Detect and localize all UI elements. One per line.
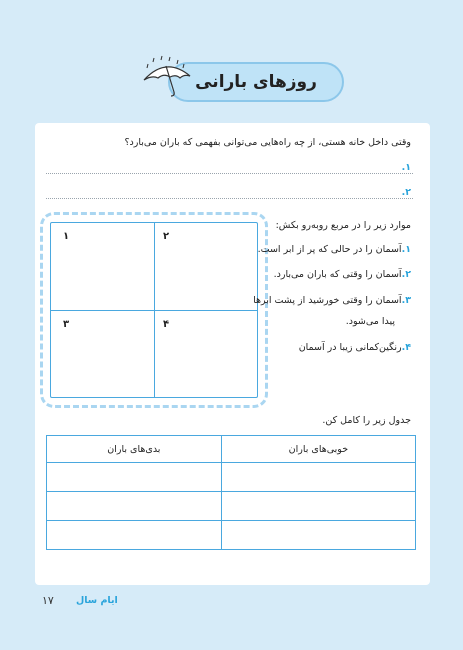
table-row — [47, 521, 416, 550]
footer-label: ایام سال — [76, 595, 118, 606]
page-number: ۱۷ — [42, 594, 54, 607]
grid-divider-horizontal — [51, 310, 257, 311]
answer-line-1[interactable] — [46, 173, 413, 174]
answer-number-1: ۱. — [401, 162, 411, 173]
drawing-grid-inner — [50, 222, 258, 398]
table-row — [47, 492, 416, 521]
header-pros: خوبی‌های باران — [221, 436, 415, 463]
drawing-grid — [40, 212, 268, 408]
umbrella-icon — [138, 54, 198, 100]
table-cell[interactable] — [47, 463, 222, 492]
table-header-row — [47, 436, 416, 463]
table-cell[interactable] — [47, 492, 222, 521]
answer-line-2[interactable] — [46, 198, 413, 199]
table-cell[interactable] — [221, 463, 415, 492]
grid-item-2: ۲.آسمان را وقتی که باران می‌بارد. — [273, 269, 411, 280]
grid-item-3-continued: پیدا می‌شود. — [345, 316, 395, 327]
pros-cons-table — [46, 435, 416, 550]
grid-item-3: ۳.آسمان را وقتی خورشید از پشت ابرها — [253, 295, 411, 306]
table-instruction: جدول زیر را کامل کن. — [322, 415, 411, 426]
cell-number-1: ۱ — [63, 231, 70, 242]
page-title: روزهای بارانی — [168, 62, 344, 102]
grid-item-4: ۴.رنگین‌کمانی زیبا در آسمان — [298, 342, 411, 353]
table-cell[interactable] — [221, 492, 415, 521]
table-cell[interactable] — [47, 521, 222, 550]
answer-number-2: ۲. — [401, 187, 411, 198]
grid-item-1: ۱.آسمان را در حالی که پر از ابر است. — [257, 244, 411, 255]
grid-instruction: موارد زیر را در مربع روبه‌رو بکش: — [275, 220, 411, 231]
cell-number-2: ۲ — [163, 231, 170, 242]
table-row — [47, 463, 416, 492]
title-banner — [128, 52, 340, 102]
question-text: وقتی داخل خانه هستی، از چه راه‌هایی می‌توانی بفهمی که باران می‌بارد؟ — [124, 137, 411, 148]
cell-number-3: ۳ — [63, 319, 70, 330]
table-cell[interactable] — [221, 521, 415, 550]
header-cons: بدی‌های باران — [47, 436, 222, 463]
cell-number-4: ۴ — [163, 319, 170, 330]
